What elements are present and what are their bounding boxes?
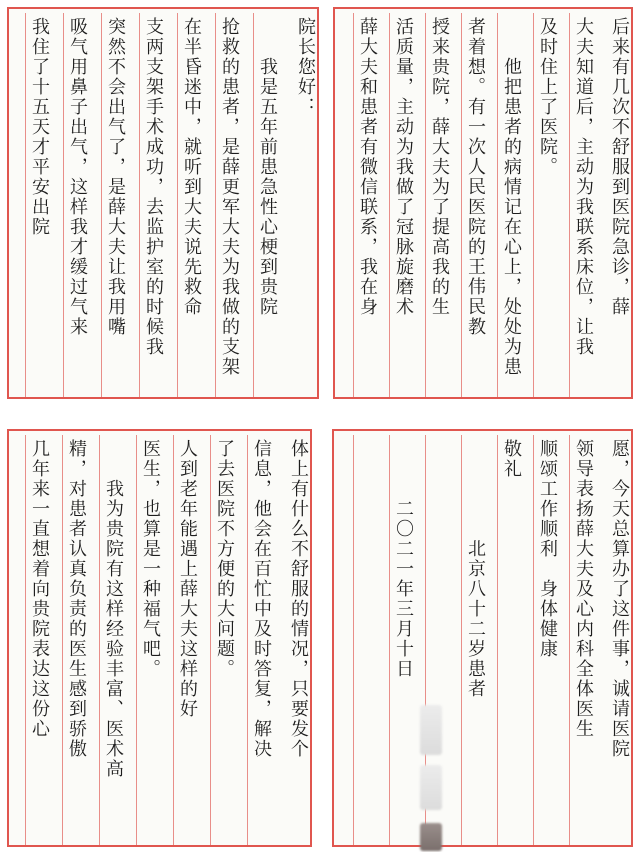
- page3-line-1: 体上有什么不舒服的情况，只要发个: [288, 439, 309, 759]
- redaction-blur: [420, 705, 442, 755]
- page2-line-5: 者着想。有一次人民医院的王伟民教: [461, 13, 487, 397]
- page2-line-1: 后来有几次不舒服到医院急诊，薛: [609, 17, 630, 317]
- redaction-blur: [420, 823, 442, 851]
- page3-line-7: 精，对患者认真负责的医生感到骄傲: [62, 435, 88, 845]
- page4-date: 二〇二一年三月十日: [389, 435, 415, 845]
- page3-line-6: 我为贵院有这样经验丰富、医术高: [99, 435, 125, 845]
- page3-line-8: 几年来一直想着向贵院表达这份心: [25, 435, 51, 845]
- page1-line-6: 突然不会出气了，是薛大夫让我用嘴: [101, 13, 127, 397]
- page2-line-7: 活质量，主动为我做了冠脉旋磨术: [389, 13, 415, 397]
- redaction-blur: [420, 765, 442, 810]
- page4-line-2: 领导表扬薛大夫及心内科全体医生: [569, 435, 595, 845]
- page3-line-5: 医生，也算是一种福气吧。: [136, 435, 162, 845]
- page2-line-2: 大夫知道后，主动为我联系床位，让我: [569, 13, 595, 397]
- page1-line-7: 吸气用鼻子出气，这样我才缓过气来: [63, 13, 89, 397]
- page2-line-3: 及时住上了医院。: [533, 13, 559, 397]
- page2-line-8: 薛大夫和患者有微信联系，我在身: [353, 13, 379, 397]
- letter-page-4: [332, 429, 633, 847]
- page4-empty-line: [353, 435, 379, 845]
- page2-line-6: 授来贵院，薛大夫为了提高我的生: [425, 13, 451, 397]
- page1-line-8: 我住了十五天才平安出院: [25, 13, 51, 397]
- page1-line-3: 抢救的患者，是薛更军大夫为我做的支架: [215, 13, 241, 397]
- page1-line-2: 我是五年前患急性心梗到贵院: [253, 13, 279, 397]
- letter-page-1: [7, 7, 319, 399]
- page3-line-2: 信息，他会在百忙中及时答复，解决: [247, 435, 273, 845]
- page4-line-1: 愿，今天总算办了这件事，诚请医院: [609, 439, 630, 759]
- page1-line-4: 在半昏迷中，就听到大夫说先救命: [177, 13, 203, 397]
- page1-line-1: 院长您好：: [295, 17, 316, 117]
- page2-line-4: 他把患者的病情记在心上，处处为患: [497, 13, 523, 397]
- page4-salutation: 敬礼: [497, 435, 523, 845]
- letter-page-2: [333, 7, 633, 399]
- page3-line-4: 人到老年能遇上薛大夫这样的好: [173, 435, 199, 845]
- page1-line-5: 支两支架手术成功，去监护室的时候我: [139, 13, 165, 397]
- page3-line-3: 了去医院不方便的大问题。: [210, 435, 236, 845]
- page4-closing-wish: 顺颂工作顺利 身体健康: [533, 435, 559, 845]
- letter-page-3: [7, 429, 312, 847]
- page4-signature: 北京八十二岁患者: [461, 435, 487, 845]
